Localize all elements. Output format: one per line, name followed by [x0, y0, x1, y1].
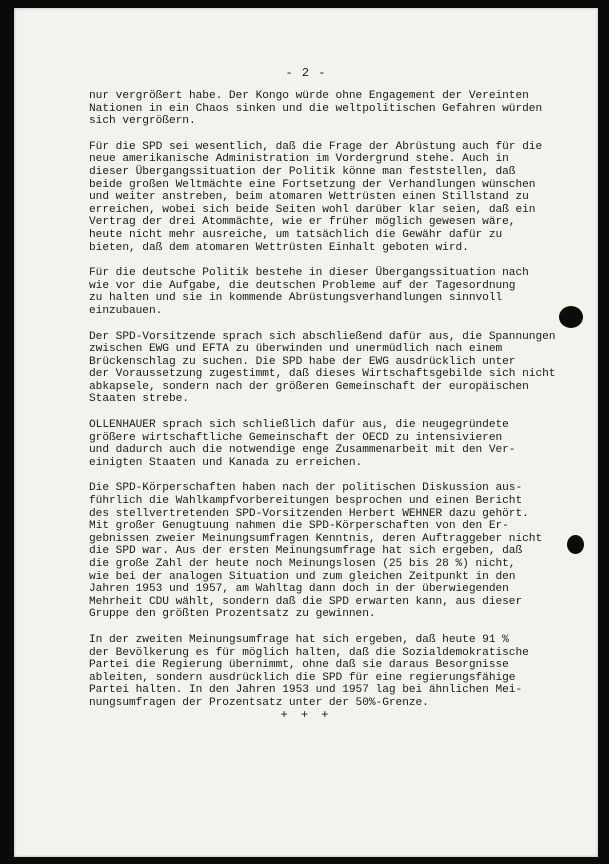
paragraph-second-poll: In der zweiten Meinungsumfrage hat sich ergeben, daß heute 91 % der Bevölkerung es für möglich halten, daß die Sozialdemokratische Partei die Regierung übernimmt, ohne daß sie daraus Besorgnisse ableiten, sondern ausdrücklich die SPD für eine regierungsfähige Partei halten. In den Jahren 1953 und 1957 lag bei ähnlichen Mei- nungsumfragen der Prozentsatz unter der 50%-Grenze. — [89, 633, 529, 709]
paragraph-congo: nur vergrößert habe. Der Kongo würde ohne Engagement der Vereinten Nationen in ein Chaos sinken und die weltpolitischen Gefahren würden sich vergrößern. — [89, 90, 543, 128]
document-body — [89, 90, 589, 723]
ink-blot — [559, 306, 583, 328]
paragraph-disarmament: Für die SPD sei wesentlich, daß die Frage der Abrüstung auch für die neue amerikanische Administration im Vordergrund stehe. Auch in dieser Übergangssituation der Politik könne man feststellen, daß beide großen Weltmächte eine Fortsetzung der Verhandlungen wünschen und weiter anstreben, beim atomaren Wettrüsten einen Stillstand zu erreichen, wobei sich beide Seiten wohl darüber klar seien, daß ein Vertrag der drei Atommächte, wie er früher möglich gewesen wäre, heute nicht mehr ausreiche, um tatsächlich die Gewähr dafür zu bieten, daß dem atomaren Wettrüsten Einhalt geboten wird. — [89, 140, 543, 254]
document-page — [14, 8, 598, 857]
paragraph-election-campaign: Die SPD-Körperschaften haben nach der politischen Diskussion aus- führlich die Wahlkampfvorbereitungen besprochen und einen Bericht des stellvertretenden SPD-Vorsitzenden Herbert WEHNER dazu gehört. Mit großer Genugtuung nahmen die SPD-Körperschaften von den Er- gebnissen zweier Meinungsumfragen Kenntnis, deren Auftraggeber nicht die SPD war. Aus der ersten Meinungsumfrage hat sich ergeben, daß die große Zahl der heute noch Meinungslosen (25 bis 28 %) nicht, wie bei der analogen Situation und zum gleichen Zeitpunkt in den Jahren 1953 und 1957, am Wahltag dann doch in der überwiegenden Mehrheit CDU wählt, sondern daß die SPD erwarten kann, aus dieser Gruppe den größten Prozentsatz zu gewinnen. — [89, 482, 543, 621]
closing-marks: + + + — [280, 708, 332, 722]
ink-blot — [567, 535, 584, 554]
paragraph-german-policy: Für die deutsche Politik bestehe in dieser Übergangssituation nach wie vor die Aufgabe, die deutschen Probleme auf der Tagesordnung zu halten und sie in kommende Abrüstungsverhandlungen sinnvoll einzubauen. — [89, 267, 529, 317]
page-number: - 2 - — [285, 66, 327, 80]
paragraph-ewg-efta: Der SPD-Vorsitzende sprach sich abschließend dafür aus, die Spannungen zwischen EWG und EFTA zu überwinden und unermüdlich nach einem Brückenschlag zu suchen. Die SPD habe der EWG ausdrücklich unter der Voraussetzung zugestimmt, daß dieses Wirtschaftsgebilde sich nicht abkapsele, sondern nach der größeren Gemeinschaft der europäischen Staaten strebe. — [89, 330, 556, 406]
paragraph-oecd: OLLENHAUER sprach sich schließlich dafür aus, die neugegründete größere wirtschaftliche Gemeinschaft der OECD zu intensivieren und dadurch auch die notwendige enge Zusammenarbeit mit den Ver- einigten Staaten und Kanada zu erreichen. — [89, 419, 516, 469]
